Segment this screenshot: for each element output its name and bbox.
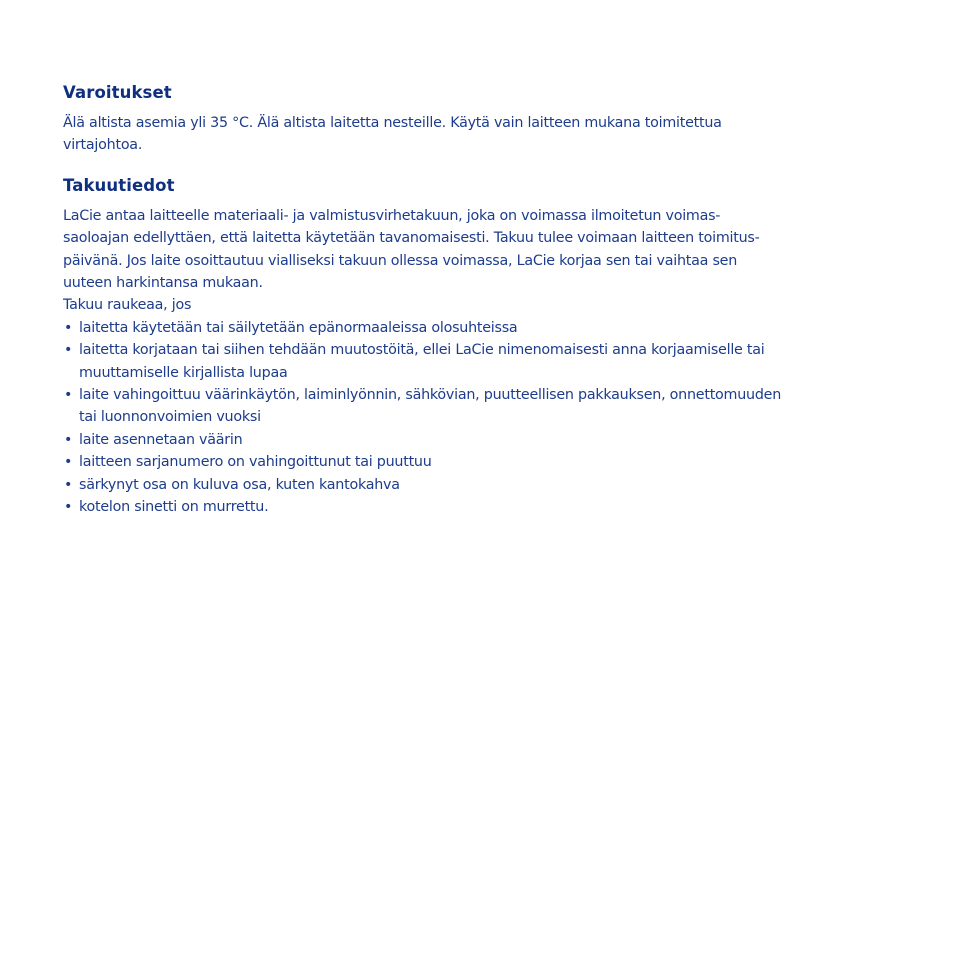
bullet-icon: • — [64, 342, 73, 359]
bullet-icon: • — [64, 387, 73, 404]
list-item — [63, 496, 903, 518]
warnings-line: virtajohtoa. — [63, 137, 143, 154]
warnings-paragraph — [63, 112, 903, 157]
document-page — [63, 82, 903, 519]
warranty-section — [63, 175, 903, 519]
list-item — [63, 317, 903, 339]
list-item-text: särkynyt osa on kuluva osa, kuten kantokahva — [79, 476, 400, 493]
bullet-icon: • — [64, 431, 73, 448]
warranty-heading: Takuutiedot — [63, 175, 175, 195]
bullet-icon: • — [64, 499, 73, 516]
list-item-text: laitetta käytetään tai säilytetään epänormaaleissa olosuhteissa — [79, 319, 518, 336]
warranty-line: uuteen harkintansa mukaan. — [63, 275, 263, 292]
list-item-text: laite asennetaan väärin — [79, 431, 243, 448]
warnings-heading: Varoitukset — [63, 83, 172, 102]
warranty-void-conditions-list — [63, 317, 903, 519]
list-item — [63, 451, 903, 473]
list-item — [63, 429, 903, 451]
warnings-line: Älä altista asemia yli 35 °C. Älä altista laitetta nesteille. Käytä vain laitteen mukana toimitettua — [63, 115, 722, 131]
list-item-text: laitteen sarjanumero on vahingoittunut tai puuttuu — [79, 454, 432, 471]
warranty-line: LaCie antaa laitteelle materiaali- ja valmistusvirhetakuun, joka on voimassa ilmoitetun voimas- — [63, 207, 721, 224]
bullet-icon: • — [64, 476, 73, 493]
warranty-line: Takuu raukeaa, jos — [63, 297, 192, 314]
bullet-icon: • — [64, 319, 73, 336]
list-item — [63, 384, 903, 429]
list-item-text: laite vahingoittuu väärinkäytön, laiminlyönnin, sähkövian, puutteellisen pakkauksen, onnettomuuden — [79, 387, 782, 404]
warranty-line: päivänä. Jos laite osoittautuu vialliseksi takuun ollessa voimassa, LaCie korjaa sen tai vaihtaa sen — [63, 252, 738, 269]
list-item — [63, 339, 903, 384]
list-item-text: laitetta korjataan tai siihen tehdään muutostöitä, ellei LaCie nimenomaisesti anna korjaamiselle tai — [79, 342, 765, 359]
list-item-text: kotelon sinetti on murrettu. — [79, 499, 269, 516]
list-item-text: muuttamiselle kirjallista lupaa — [79, 364, 288, 381]
list-item-text: tai luonnonvoimien vuoksi — [79, 409, 261, 426]
list-item — [63, 474, 903, 496]
bullet-icon: • — [64, 454, 73, 471]
warranty-line: saoloajan edellyttäen, että laitetta käytetään tavanomaisesti. Takuu tulee voimaan laitteen toimitus- — [63, 230, 760, 247]
warnings-section — [63, 82, 903, 157]
warranty-paragraph — [63, 205, 903, 317]
